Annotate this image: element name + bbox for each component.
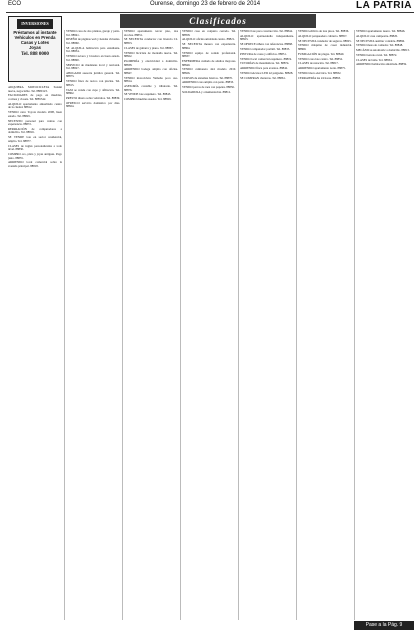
classified-ad: VENDO televisor LED 42 pulgadas. 88828.	[240, 70, 294, 75]
continued-footer: Pase a la Pág. 9	[354, 621, 414, 630]
classified-ad: DISEÑO de páginas web y tiendas virtuales. Tel. 88860.	[66, 37, 120, 45]
column-rule	[354, 30, 355, 620]
classified-ad: SE NECESITA vendedor de seguros. 88825.	[298, 38, 352, 43]
newspaper-name: LA PATRIA	[356, 0, 412, 11]
classified-ad: VENDO casa lote centro. Tel. 88852.	[298, 56, 343, 61]
classified-ad: ASESORÍA contable y tributaria. Tel. 88876.	[124, 84, 178, 92]
classified-ad: TUTORÍAS de matemáticas. Tel. 88874.	[240, 61, 290, 66]
classified-ad: VENDO motocicleta Yamaha poco uso. 88814.	[124, 75, 178, 84]
classified-ad: ARRIENDO finca para eventos. 88842.	[240, 66, 288, 71]
classified-ad: ARRIENDO local comercial sobre la avenida principal. 88818.	[8, 160, 62, 168]
classified-ad: VENDO lote para construcción. Tel. 88844.	[240, 30, 293, 33]
classified-column	[124, 30, 178, 620]
classified-ad: ARRIENDO casa amplia con patio. 88833.	[182, 80, 234, 85]
classified-ad: FUMIGACIÓN de plagas. Tel. 88840.	[298, 51, 345, 56]
section-banner: Clasificados	[120, 14, 316, 28]
column-rule	[180, 30, 181, 620]
classified-ad: VENDO bicicleta de montaña nueva. Tel. 88822.	[124, 50, 178, 59]
classified-ad: ALQUILO apartamento amueblado centro de la ciudad. 88812.	[8, 101, 62, 110]
classified-ad: VENDO apartamento nuevo. Tel. 88846.	[356, 30, 406, 33]
classified-ad: VENDO mesa de comedor. Tel. 88848.	[356, 43, 404, 48]
classified-ad: ALQUILO apartaestudio independiente. 88823.	[240, 33, 294, 42]
classified-ad: VENDO finca de recreo con piscina. Tel. 88815.	[66, 79, 120, 87]
page-section-label: ECO	[8, 1, 22, 7]
ad-line: Joyas	[29, 45, 41, 50]
classified-ad: COMPRO muebles usados. Tel. 88829.	[124, 97, 172, 102]
classified-ad: VENDO máquina de coser industrial. 88869.	[298, 43, 352, 51]
classified-ad: COMPRO oro, plata y joyas antiguas. Pago justo. 88855.	[8, 152, 62, 160]
classified-ad: ARRIENDO bodega amplia con oficina. 88847.	[124, 67, 178, 75]
edition-date: Ourense, domingo 23 de febrero de 2014	[150, 1, 261, 7]
column-rule	[238, 30, 239, 620]
classified-ad: CLASES de natación. Tel. 88817.	[298, 61, 339, 66]
classified-ad: SE COMPRAN chatarras. Tel. 88861.	[240, 75, 286, 80]
column-rule	[122, 30, 123, 620]
classified-ad: VENDO casa en conjunto cerrado. Tel. 88858.	[182, 30, 236, 37]
classified-column	[356, 30, 410, 620]
classified-ad: CLASES de baile. Tel. 88834.	[356, 57, 393, 62]
classified-ad: VENDO moto eléctrica. Tel. 88832.	[298, 70, 342, 75]
classified-ad: OFREZCO servicio doméstico por días. 88824.	[66, 100, 120, 109]
classified-ad: ARRIENDO habitación amoblada. 88859.	[356, 62, 407, 67]
classified-ad: CLASES de inglés personalizadas a todo nivel. 88830.	[8, 143, 62, 152]
classified-ad: SE NECESITA conductor con licencia C2. 88853.	[124, 37, 178, 45]
classified-ad: ALQUILO oficina amoblada centro. 88821.	[182, 37, 235, 42]
classified-ad: VENDO local comercial esquinero. 88819.	[240, 56, 292, 61]
classified-ad: PRESTO dinero sobre vehículos. Tel. 88839.	[66, 96, 120, 100]
classified-ad: VENDO apartamento tercer piso, dos alcobas. 88831.	[124, 30, 178, 37]
classified-ad: ENFERMERA cuidado de adultos mayores. 88849.	[182, 58, 236, 67]
classified-column	[8, 86, 62, 620]
classified-ad: MECÁNICA automotriz a domicilio. 88813.	[356, 48, 410, 53]
classified-ad: ADQUIERA MOTOCICLETA Suzuki nueva, negociable. Tel. 8880123.	[8, 86, 62, 93]
classified-ad: VENDO perros de raza con papeles. 88856.	[182, 85, 235, 90]
classified-ad: CERRAJERÍA las 24 horas. 88863.	[298, 75, 341, 80]
classified-ad: FACILIDADES de pago en muebles, cocinas y closets. Tel. 8885542.	[8, 93, 62, 101]
classified-ad: VENDO casa de dos plantas, garaje y patio. Tel. 88841.	[66, 30, 120, 37]
classified-ad: SOLDADURA y ornamentación. 88812.	[182, 90, 231, 94]
classified-ad: VENDO equipo de sonido profesional. 88837.	[182, 50, 236, 59]
classified-ad: SERVICIO de mudanzas local y nacional. Tel. 88827.	[66, 62, 120, 71]
classified-ad: VENDO terreno rural. Tel. 88872.	[356, 52, 398, 57]
inversiones-ad	[8, 16, 62, 82]
classified-ad: VENDO computador portátil. Tel. 88835.	[240, 46, 290, 51]
classified-column	[240, 30, 294, 620]
classified-ad: ALQUILO parqueadero cubierto. 88857.	[298, 33, 348, 38]
classified-ad: SE NECESITA auxiliar contable. 88866.	[356, 38, 405, 43]
classified-ad: SE ALQUILA habitación para estudiante. Tel. 88834.	[66, 45, 120, 54]
classified-ad: CLASES de guitarra y piano. Tel. 88867.	[124, 45, 174, 50]
ad-line: Préstamos al instante	[13, 30, 57, 35]
classified-ad: ALQUILO casa campestre. 88820.	[356, 33, 398, 38]
ad-line: Casas y Lotes	[20, 40, 50, 45]
classified-ad: PLOMERÍA y electricidad a domicilio. 88838.	[124, 58, 178, 67]
classified-ad: VENDO carro Toyota modelo 2008, buen estado. Tel. 88845.	[8, 110, 62, 118]
column-rule	[64, 30, 65, 620]
classified-column	[298, 30, 352, 620]
classified-ad: SE NECESITA mesera con experiencia. 88864.	[182, 42, 236, 50]
header-rule	[6, 12, 414, 13]
ad-line: Vehículos en Prenda	[14, 35, 56, 40]
classified-ad: VENDO nevera y lavadora en buen estado. Tel. 88890.	[66, 54, 120, 62]
ad-phone: Tel. 888 0000	[21, 52, 49, 57]
classified-ad: ABOGADO asesoría jurídica general. Tel. 88873.	[66, 70, 120, 79]
column-rule	[296, 30, 297, 620]
classified-ad: NECESITO personal para ventas con experiencia. 88872.	[8, 118, 62, 127]
classified-ad: REPARACIÓN de computadores a domicilio. Tel. 88816.	[8, 126, 62, 135]
classified-ad: ARRIENDO apartamento norte. 88875.	[298, 66, 346, 71]
classified-column	[182, 30, 236, 620]
classified-ad: PINTURA de casas y edificios. 88851.	[240, 51, 287, 56]
classified-ad: TAXI se vende con cupo y afiliación. Tel. 88862.	[66, 87, 120, 96]
classified-ad: SE VENDE lote en sector residencial, amplio. Tel. 88877.	[8, 135, 62, 143]
ad-badge: INVERSIONES	[17, 19, 53, 29]
classified-column	[66, 30, 120, 620]
classified-ad: VENDO camioneta 4x4 modelo 2010. 88826.	[182, 67, 236, 75]
classified-ad: CURSOS de sistemas básicos. Tel. 88870.	[182, 75, 233, 80]
classified-ad: SE OFRECE niñera con referencias. 88868.	[240, 42, 293, 47]
classified-ad: VENDO edificio de tres pisos. Tel. 88836.	[298, 30, 349, 33]
classified-ad: SE VENDE lote esquinero. Tel. 88843.	[124, 92, 172, 97]
